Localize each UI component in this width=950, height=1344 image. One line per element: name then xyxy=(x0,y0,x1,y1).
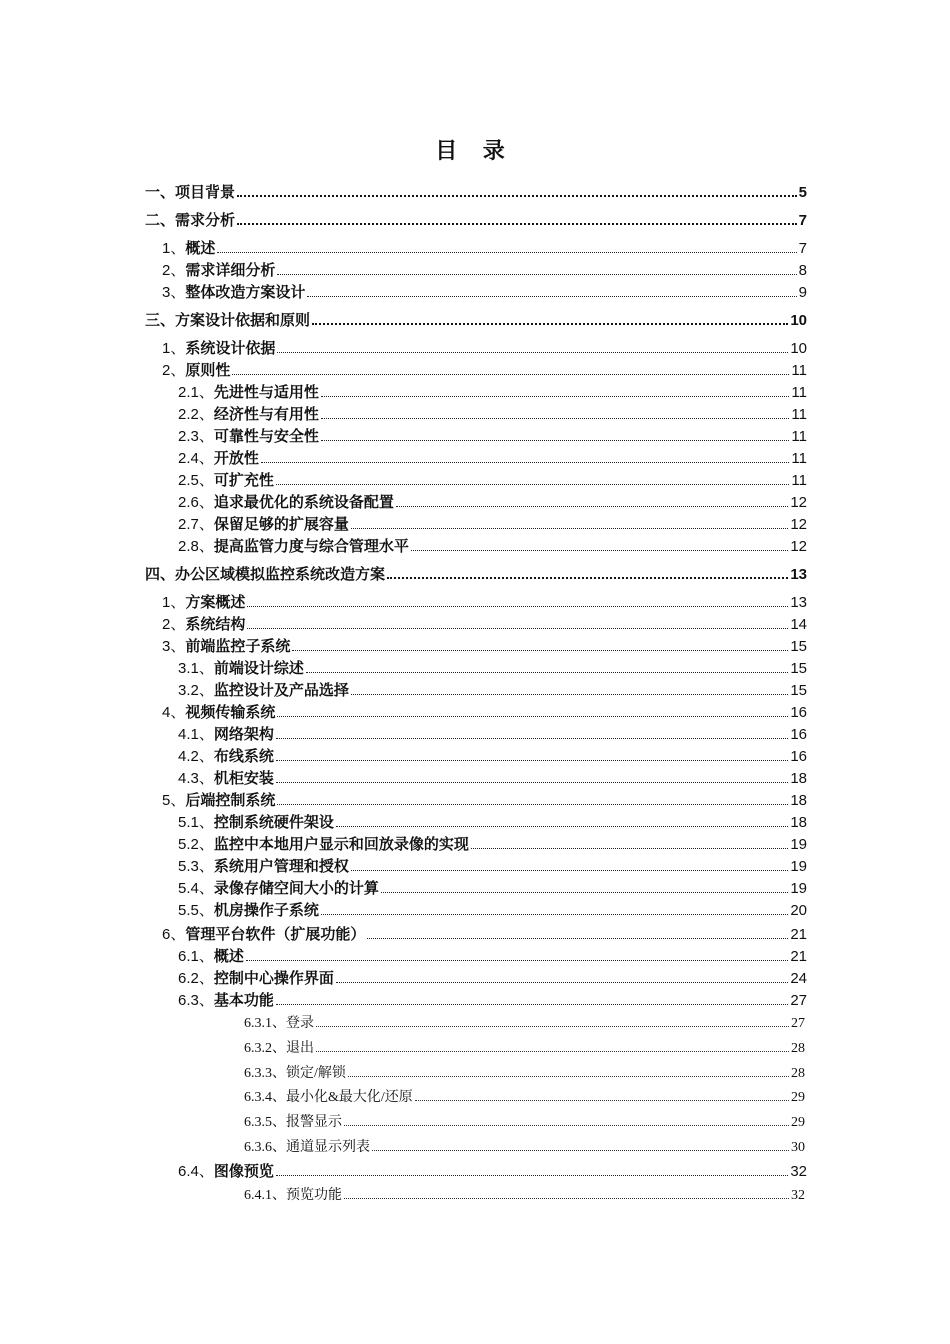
toc-leader-dots xyxy=(232,374,789,375)
toc-leader-dots xyxy=(344,1198,789,1199)
toc-entry-text: 退出 xyxy=(286,1041,314,1056)
toc-entry-label xyxy=(178,513,349,534)
toc-leader-dots xyxy=(276,1175,788,1176)
toc-entry-number: 1、 xyxy=(162,240,186,257)
toc-entry-number: 5.4、 xyxy=(178,880,214,897)
toc-entry-text: 整体改造方案设计 xyxy=(185,284,306,301)
toc-page-number: 12 xyxy=(790,538,807,555)
toc-entry-text: 系统用户管理和授权 xyxy=(213,858,349,875)
toc-entry-number: 1、 xyxy=(162,594,186,611)
toc-entry-number: 6.4、 xyxy=(178,1163,214,1180)
toc-page-number: 18 xyxy=(790,814,807,831)
toc-entry-text: 登录 xyxy=(286,1016,314,1031)
toc-leader-dots xyxy=(306,672,788,673)
toc-entry-number: 一、 xyxy=(145,184,176,201)
toc-entry[interactable] xyxy=(178,989,807,1011)
toc-entry-number: 3.2、 xyxy=(178,682,214,699)
toc-entry-text: 录像存储空间大小的计算 xyxy=(213,880,379,897)
toc-entry-number: 4.3、 xyxy=(178,770,214,787)
toc-entry-text: 项目背景 xyxy=(175,184,236,201)
toc-page-number: 19 xyxy=(790,836,807,853)
toc-entry[interactable] xyxy=(162,359,807,381)
toc-page-number: 7 xyxy=(798,212,807,229)
toc-entry[interactable] xyxy=(162,337,807,359)
toc-entry-label xyxy=(145,181,235,202)
toc-entry[interactable] xyxy=(178,745,807,767)
toc-entry-text: 报警显示 xyxy=(286,1115,342,1130)
toc-page-number: 27 xyxy=(791,1016,805,1031)
toc-entry-number: 6.3.6、 xyxy=(244,1140,286,1155)
toc-entry-text: 基本功能 xyxy=(213,992,274,1009)
toc-leader-dots xyxy=(277,352,788,353)
toc-page-number: 15 xyxy=(790,638,807,655)
toc-entry-label xyxy=(244,1037,314,1057)
toc-page-number: 29 xyxy=(791,1090,805,1105)
toc-entry-label xyxy=(162,237,215,258)
toc-leader-dots xyxy=(247,628,788,629)
toc-entry-number: 2、 xyxy=(162,616,186,633)
toc-entry[interactable] xyxy=(162,237,807,259)
toc-leader-dots xyxy=(351,694,788,695)
toc-entry-number: 6.3.5、 xyxy=(244,1115,286,1130)
toc-entry[interactable] xyxy=(178,447,807,469)
toc-leader-dots xyxy=(344,1125,789,1126)
toc-entry-number: 2.3、 xyxy=(178,428,214,445)
toc-leader-dots xyxy=(367,938,788,939)
toc-entry-text: 开放性 xyxy=(213,450,259,467)
toc-entry-text: 监控设计及产品选择 xyxy=(213,682,349,699)
toc-entry[interactable] xyxy=(244,1086,805,1108)
toc-entry-number: 6.3.3、 xyxy=(244,1066,286,1081)
toc-leader-dots xyxy=(415,1100,789,1101)
toc-entry-text: 方案概述 xyxy=(185,594,246,611)
toc-entry-label xyxy=(178,877,379,898)
toc-page-number: 28 xyxy=(791,1066,805,1081)
toc-entry-label xyxy=(162,337,275,358)
toc-leader-dots xyxy=(372,1150,789,1151)
toc-entry[interactable] xyxy=(145,563,807,585)
toc-entry-number: 6.3.1、 xyxy=(244,1016,286,1031)
toc-entry-number: 2.8、 xyxy=(178,538,214,555)
toc-leader-dots xyxy=(237,223,797,225)
toc-page-number: 19 xyxy=(790,880,807,897)
toc-entry-text: 提高监管力度与综合管理水平 xyxy=(213,538,409,555)
toc-entry[interactable] xyxy=(244,1037,805,1059)
toc-entry[interactable] xyxy=(178,491,807,513)
toc-entry-text: 系统结构 xyxy=(185,616,246,633)
toc-entry-number: 6.3、 xyxy=(178,992,214,1009)
toc-page-number: 11 xyxy=(791,406,807,423)
toc-leader-dots xyxy=(351,870,788,871)
toc-entry-label xyxy=(178,679,349,700)
toc-entry-label xyxy=(162,635,290,656)
toc-leader-dots xyxy=(276,484,790,485)
toc-leader-dots xyxy=(217,252,796,253)
toc-entry-label xyxy=(162,613,245,634)
toc-leader-dots xyxy=(321,914,788,915)
toc-entry[interactable] xyxy=(244,1111,805,1133)
toc-leader-dots xyxy=(261,462,790,463)
toc-entry-text: 管理平台软件（扩展功能） xyxy=(185,926,366,943)
toc-leader-dots xyxy=(316,1026,789,1027)
toc-entry-label xyxy=(178,1160,274,1181)
toc-entry[interactable] xyxy=(178,381,807,403)
toc-leader-dots xyxy=(307,296,796,297)
toc-leader-dots xyxy=(277,804,788,805)
toc-leader-dots xyxy=(321,418,790,419)
toc-entry-number: 4.2、 xyxy=(178,748,214,765)
toc-entry-label xyxy=(178,767,274,788)
toc-entry-label xyxy=(244,1111,342,1131)
toc-leader-dots xyxy=(276,760,788,761)
toc-leader-dots xyxy=(277,274,796,275)
toc-entry-label xyxy=(178,989,274,1010)
toc-page-number: 28 xyxy=(791,1041,805,1056)
toc-entry-label xyxy=(178,381,319,402)
toc-entry-label xyxy=(178,855,349,876)
toc-leader-dots xyxy=(348,1076,789,1077)
toc-entry[interactable] xyxy=(145,309,807,331)
toc-page-number: 11 xyxy=(791,428,807,445)
toc-entry-label xyxy=(178,967,334,988)
toc-entry-number: 3、 xyxy=(162,284,186,301)
toc-entry-number: 2、 xyxy=(162,262,186,279)
toc-entry-label xyxy=(178,491,394,512)
toc-entry-text: 锁定/解锁 xyxy=(286,1066,346,1081)
toc-page-number: 19 xyxy=(790,858,807,875)
toc-page-number: 13 xyxy=(790,594,807,611)
toc-entry-text: 视频传输系统 xyxy=(185,704,276,721)
toc-page-number: 24 xyxy=(790,970,807,987)
toc-entry-number: 6.3.4、 xyxy=(244,1090,286,1105)
toc-entry[interactable] xyxy=(178,767,807,789)
toc-page-number: 32 xyxy=(790,1163,807,1180)
toc-entry-label xyxy=(178,745,274,766)
toc-entry[interactable] xyxy=(178,967,807,989)
toc-entry[interactable] xyxy=(178,469,807,491)
toc-page-number: 18 xyxy=(790,792,807,809)
toc-entry-number: 6.4.1、 xyxy=(244,1188,286,1203)
toc-entry-text: 概述 xyxy=(185,240,216,257)
toc-entry[interactable] xyxy=(178,657,807,679)
toc-entry-label xyxy=(178,425,319,446)
toc-entry-text: 预览功能 xyxy=(286,1188,342,1203)
toc-entry[interactable] xyxy=(162,923,807,945)
toc-entry-number: 3、 xyxy=(162,638,186,655)
toc-entry-number: 1、 xyxy=(162,340,186,357)
toc-entry-text: 网络架构 xyxy=(213,726,274,743)
toc-leader-dots xyxy=(246,960,788,961)
toc-entry-text: 方案设计依据和原则 xyxy=(175,312,311,329)
toc-page-number: 16 xyxy=(790,704,807,721)
toc-entry-label xyxy=(244,1012,314,1032)
toc-page-number: 21 xyxy=(790,948,807,965)
toc-entry[interactable] xyxy=(244,1062,805,1084)
toc-page-number: 12 xyxy=(790,494,807,511)
toc-entry-text: 先进性与适用性 xyxy=(213,384,319,401)
toc-entry-text: 监控中本地用户显示和回放录像的实现 xyxy=(213,836,469,853)
toc-entry-number: 5.3、 xyxy=(178,858,214,875)
toc-page-number: 15 xyxy=(790,660,807,677)
toc-entry-label xyxy=(162,359,230,380)
toc-entry[interactable] xyxy=(145,181,807,203)
toc-leader-dots xyxy=(237,195,797,197)
toc-entry-label xyxy=(178,447,259,468)
toc-entry-label xyxy=(162,789,275,810)
toc-leader-dots xyxy=(336,826,788,827)
toc-entry-number: 5、 xyxy=(162,792,186,809)
toc-entry-number: 6.3.2、 xyxy=(244,1041,286,1056)
toc-entry[interactable] xyxy=(162,591,807,613)
toc-entry-text: 控制系统硬件架设 xyxy=(213,814,334,831)
toc-entry-text: 概述 xyxy=(213,948,244,965)
toc-entry[interactable] xyxy=(178,679,807,701)
toc-page-number: 14 xyxy=(790,616,807,633)
toc-leader-dots xyxy=(316,1051,789,1052)
toc-entry[interactable] xyxy=(178,899,807,921)
toc-entry-text: 图像预览 xyxy=(213,1163,274,1180)
toc-entry-label xyxy=(145,209,235,230)
toc-entry[interactable] xyxy=(178,723,807,745)
toc-entry[interactable] xyxy=(178,513,807,535)
toc-page-number: 13 xyxy=(790,566,807,583)
toc-entry-number: 3.1、 xyxy=(178,660,214,677)
toc-entry[interactable] xyxy=(162,789,807,811)
toc-page-number: 20 xyxy=(790,902,807,919)
toc-entry[interactable] xyxy=(178,535,807,557)
toc-leader-dots xyxy=(321,440,790,441)
toc-entry[interactable] xyxy=(244,1012,805,1034)
toc-entry-label xyxy=(178,723,274,744)
toc-leader-dots xyxy=(276,782,788,783)
toc-entry-label xyxy=(244,1086,413,1106)
toc-entry-number: 4.1、 xyxy=(178,726,214,743)
toc-page-number: 10 xyxy=(790,340,807,357)
toc-entry-number: 5.2、 xyxy=(178,836,214,853)
toc-entry-label xyxy=(244,1184,342,1204)
toc-entry[interactable] xyxy=(162,259,807,281)
toc-page-number: 12 xyxy=(790,516,807,533)
toc-entry[interactable] xyxy=(178,833,807,855)
toc-entry[interactable] xyxy=(244,1184,805,1206)
toc-entry-text: 需求详细分析 xyxy=(185,262,276,279)
toc-entry-label xyxy=(178,811,334,832)
toc-page-number: 9 xyxy=(798,284,807,301)
toc-entry-text: 系统设计依据 xyxy=(185,340,276,357)
toc-page-number: 8 xyxy=(798,262,807,279)
toc-page-number: 21 xyxy=(790,926,807,943)
toc-entry-label xyxy=(178,833,469,854)
toc-entry-number: 2.5、 xyxy=(178,472,214,489)
toc-entry-number: 4、 xyxy=(162,704,186,721)
toc-entry-label xyxy=(244,1136,370,1156)
toc-entry-number: 5.5、 xyxy=(178,902,214,919)
toc-entry-label xyxy=(162,923,365,944)
toc-leader-dots xyxy=(396,506,788,507)
toc-entry-number: 2.7、 xyxy=(178,516,214,533)
toc-entry-number: 2、 xyxy=(162,362,186,379)
toc-entry-number: 2.4、 xyxy=(178,450,214,467)
toc-entry-label xyxy=(178,945,244,966)
toc-page-number: 29 xyxy=(791,1115,805,1130)
toc-entry[interactable] xyxy=(162,635,807,657)
toc-entry-text: 可扩充性 xyxy=(213,472,274,489)
toc-leader-dots xyxy=(321,396,790,397)
toc-entry-label xyxy=(178,657,304,678)
toc-page-number: 11 xyxy=(791,384,807,401)
toc-page-number: 16 xyxy=(790,726,807,743)
toc-entry[interactable] xyxy=(178,811,807,833)
toc-entry-number: 6.2、 xyxy=(178,970,214,987)
toc-entry-text: 经济性与有用性 xyxy=(213,406,319,423)
toc-page-number: 16 xyxy=(790,748,807,765)
toc-entry-label xyxy=(162,259,275,280)
toc-entry[interactable] xyxy=(178,425,807,447)
toc-entry-number: 6、 xyxy=(162,926,186,943)
toc-leader-dots xyxy=(247,606,788,607)
toc-page-number: 30 xyxy=(791,1140,805,1155)
toc-leader-dots xyxy=(387,577,788,579)
toc-page-number: 32 xyxy=(791,1188,805,1203)
toc-entry[interactable] xyxy=(178,403,807,425)
toc-leader-dots xyxy=(276,738,788,739)
toc-leader-dots xyxy=(351,528,788,529)
toc-entry-label xyxy=(178,899,319,920)
toc-entry-number: 2.2、 xyxy=(178,406,214,423)
toc-entry-number: 6.1、 xyxy=(178,948,214,965)
toc-entry-text: 最小化&最大化/还原 xyxy=(286,1090,413,1105)
toc-entry-label xyxy=(178,403,319,424)
toc-page-number: 7 xyxy=(798,240,807,257)
toc-entry[interactable] xyxy=(178,877,807,899)
toc-entry-number: 2.6、 xyxy=(178,494,214,511)
toc-page-number: 10 xyxy=(790,312,807,329)
toc-entry-number: 二、 xyxy=(145,212,176,229)
toc-entry-text: 前端设计综述 xyxy=(213,660,304,677)
toc-leader-dots xyxy=(381,892,788,893)
toc-leader-dots xyxy=(292,650,788,651)
toc-entry-number: 四、 xyxy=(145,566,176,583)
toc-page-number: 5 xyxy=(798,184,807,201)
toc-entry-label xyxy=(162,281,305,302)
toc-entry-label xyxy=(145,309,310,330)
toc-entry-text: 保留足够的扩展容量 xyxy=(213,516,349,533)
toc-page-number: 27 xyxy=(790,992,807,1009)
toc-entry[interactable] xyxy=(178,1160,807,1182)
toc-entry-label xyxy=(162,591,245,612)
toc-entry[interactable] xyxy=(162,613,807,635)
toc-entry-label xyxy=(244,1062,346,1082)
toc-entry-number: 2.1、 xyxy=(178,384,214,401)
toc-entry-text: 前端监控子系统 xyxy=(185,638,291,655)
toc-entry-label xyxy=(178,535,409,556)
toc-entry[interactable] xyxy=(178,945,807,967)
toc-page-number: 15 xyxy=(790,682,807,699)
toc-leader-dots xyxy=(312,323,788,325)
toc-entry[interactable] xyxy=(244,1136,805,1158)
toc-entry[interactable] xyxy=(145,209,807,231)
toc-entry-label xyxy=(178,469,274,490)
toc-entry-text: 控制中心操作界面 xyxy=(213,970,334,987)
toc-entry-text: 追求最优化的系统设备配置 xyxy=(213,494,394,511)
toc-page-number: 11 xyxy=(791,450,807,467)
toc-entry-text: 布线系统 xyxy=(213,748,274,765)
toc-entry-text: 机房操作子系统 xyxy=(213,902,319,919)
toc-leader-dots xyxy=(276,1004,788,1005)
toc-page-number: 11 xyxy=(791,362,807,379)
toc-entry-text: 通道显示列表 xyxy=(286,1140,370,1155)
toc-leader-dots xyxy=(411,550,788,551)
toc-leader-dots xyxy=(336,982,788,983)
toc-entry[interactable] xyxy=(162,281,807,303)
toc-entry-text: 办公区域模拟监控系统改造方案 xyxy=(175,566,386,583)
toc-page-number: 18 xyxy=(790,770,807,787)
toc-title: 目 录 xyxy=(435,138,515,163)
toc-leader-dots xyxy=(471,848,788,849)
toc-entry-label xyxy=(145,563,385,584)
toc-leader-dots xyxy=(277,716,788,717)
toc-entry-text: 可靠性与安全性 xyxy=(213,428,319,445)
toc-page-number: 11 xyxy=(791,472,807,489)
toc-entry-label xyxy=(162,701,275,722)
toc-entry-text: 后端控制系统 xyxy=(185,792,276,809)
toc-entry[interactable] xyxy=(162,701,807,723)
toc-entry[interactable] xyxy=(178,855,807,877)
toc-entry-text: 机柜安装 xyxy=(213,770,274,787)
toc-entry-text: 原则性 xyxy=(185,362,231,379)
toc-entry-number: 5.1、 xyxy=(178,814,214,831)
toc-entry-number: 三、 xyxy=(145,312,176,329)
toc-entry-text: 需求分析 xyxy=(175,212,236,229)
